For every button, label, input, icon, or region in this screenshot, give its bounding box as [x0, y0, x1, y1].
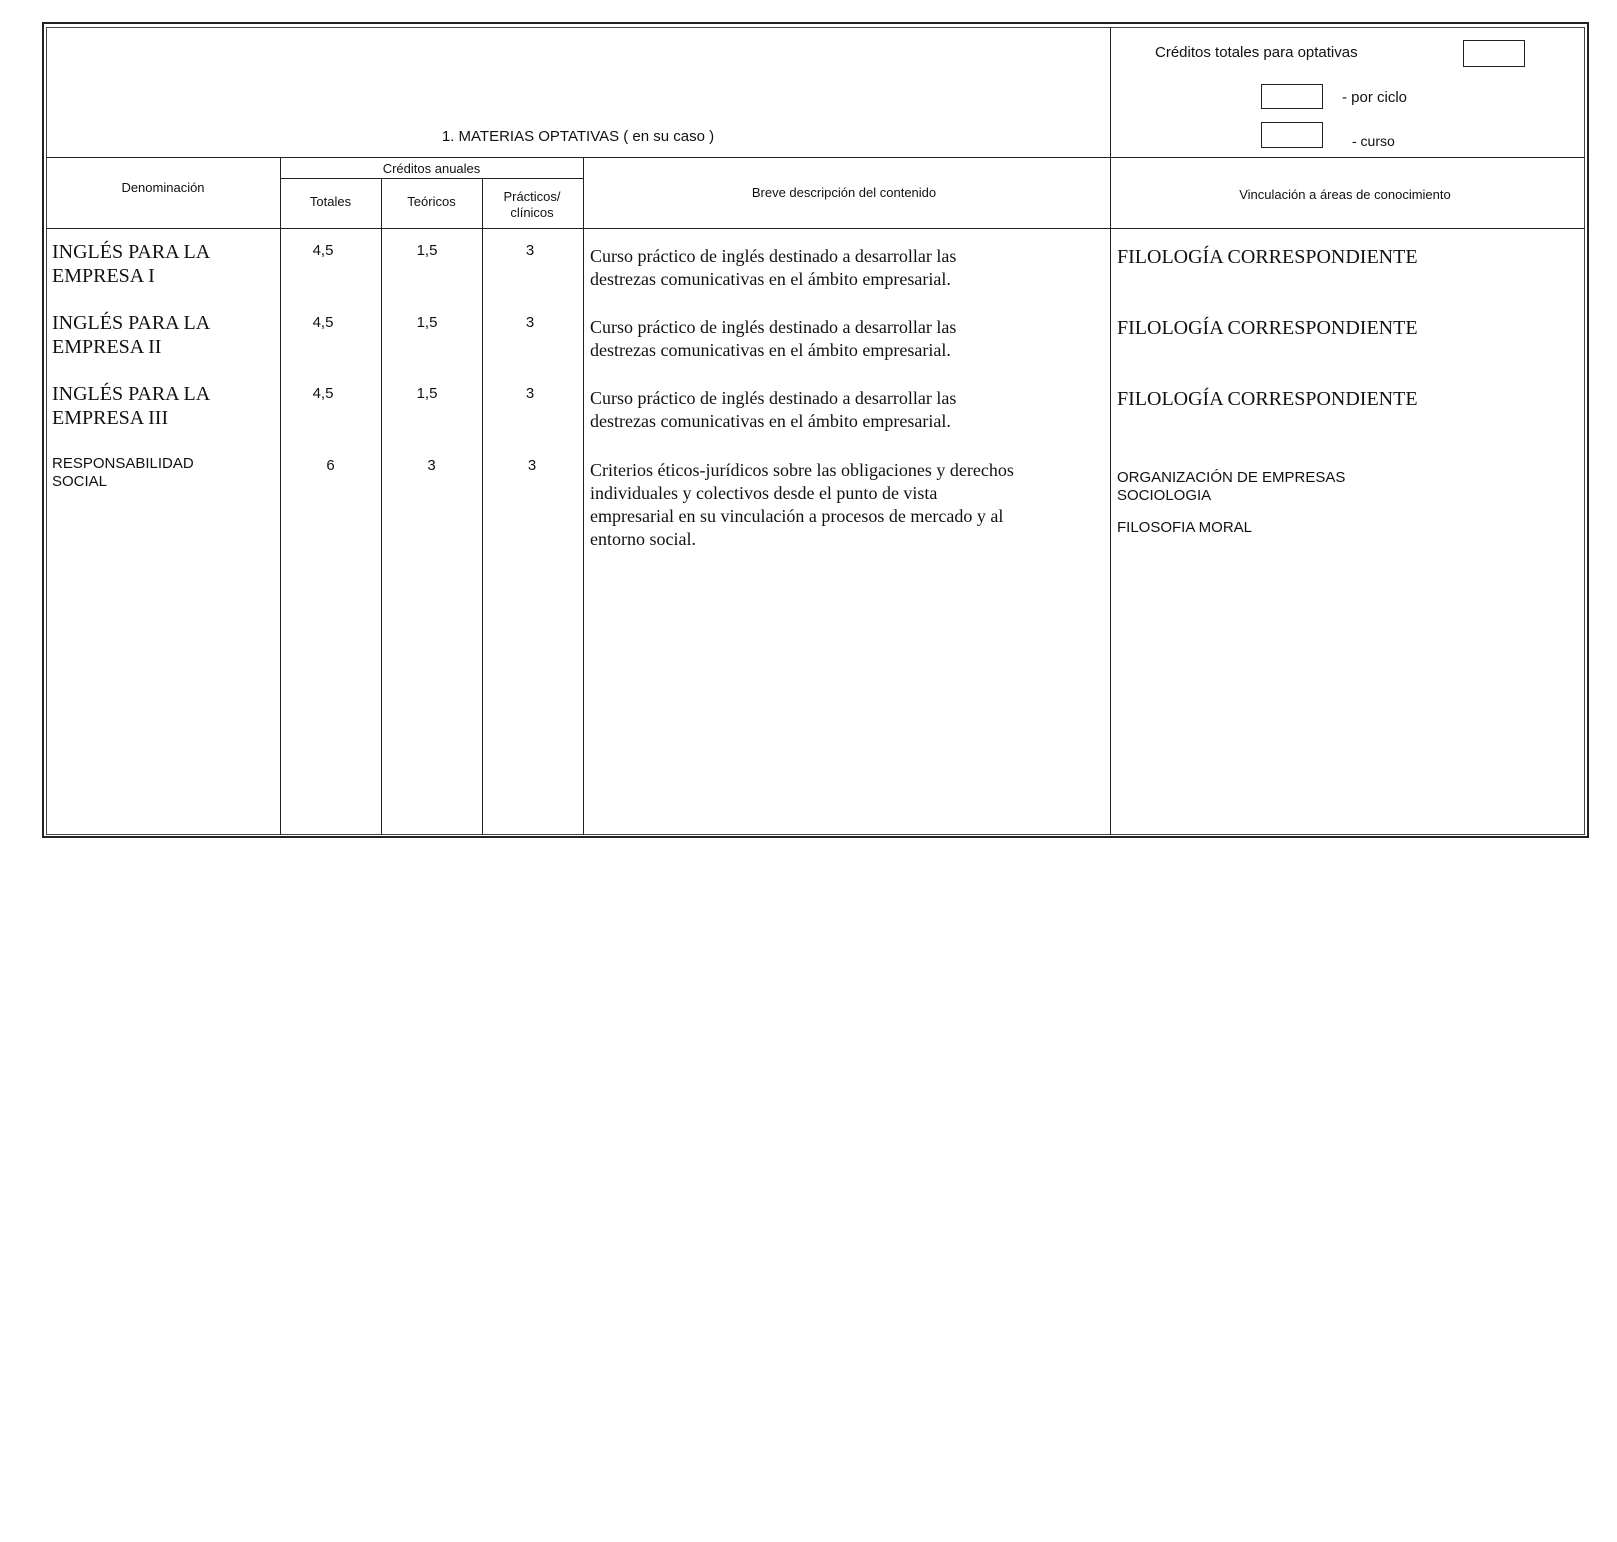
- divider-title: [46, 157, 1585, 158]
- row1-totales: 4,5: [312, 242, 334, 259]
- row3-denominacion: [52, 382, 210, 430]
- row4-desc-line3: empresarial en su vinculación a procesos de mercado y al: [590, 506, 1004, 526]
- row2-practicos: 3: [525, 314, 535, 331]
- row1-area: FILOLOGÍA CORRESPONDIENTE: [1117, 246, 1418, 268]
- row4-teoricos: 3: [427, 457, 436, 474]
- por-ciclo-label: - por ciclo: [1342, 89, 1408, 106]
- divider-creditos: [280, 178, 583, 179]
- row3-desc-line2: destrezas comunicativas en el ámbito empresarial.: [590, 411, 951, 431]
- row4-area-line1: ORGANIZACIÓN DE EMPRESAS: [1117, 469, 1346, 486]
- row2-name-line1: INGLÉS PARA LA: [52, 312, 211, 334]
- row4-denominacion: [52, 455, 194, 491]
- row1-desc-line2: destrezas comunicativas en el ámbito empresarial.: [590, 269, 951, 289]
- creditos-totales-label: Créditos totales para optativas: [1155, 44, 1358, 61]
- row4-area-line3: FILOSOFIA MORAL: [1117, 519, 1253, 536]
- curso-label: - curso: [1352, 133, 1395, 149]
- section-title: 1. MATERIAS OPTATIVAS ( en su caso ): [441, 128, 715, 145]
- divider-col-practicos: [482, 178, 483, 835]
- row3-desc-line1: Curso práctico de inglés destinado a desarrollar las: [590, 388, 957, 408]
- row3-descripcion: [590, 387, 956, 433]
- row1-denominacion: [52, 240, 210, 288]
- por-ciclo-field[interactable]: [1261, 84, 1323, 109]
- row2-area: FILOLOGÍA CORRESPONDIENTE: [1117, 317, 1418, 339]
- row4-totales: 6: [326, 457, 335, 474]
- row4-area-line2: SOCIOLOGIA: [1117, 487, 1212, 504]
- column-header-practicos: [482, 189, 582, 221]
- row3-totales: 4,5: [312, 385, 334, 402]
- row4-desc-line4: entorno social.: [590, 529, 696, 549]
- column-header-totales: Totales: [309, 194, 352, 209]
- row2-desc-line1: Curso práctico de inglés destinado a desarrollar las: [590, 317, 957, 337]
- row1-teoricos: 1,5: [416, 242, 438, 259]
- row4-desc-line2: individuales y colectivos desde el punto de vista: [590, 483, 938, 503]
- divider-col-vinculacion: [1110, 27, 1111, 835]
- row2-teoricos: 1,5: [416, 314, 438, 331]
- creditos-totales-field[interactable]: [1463, 40, 1525, 67]
- column-header-descripcion: Breve descripción del contenido: [751, 185, 937, 200]
- divider-header: [46, 228, 1585, 229]
- column-header-practicos-line1: Prácticos/: [503, 189, 561, 204]
- row2-descripcion: [590, 316, 956, 362]
- row3-name-line1: INGLÉS PARA LA: [52, 383, 211, 405]
- row3-teoricos: 1,5: [416, 385, 438, 402]
- divider-col-descripcion: [583, 157, 584, 835]
- row1-name-line1: INGLÉS PARA LA: [52, 241, 211, 263]
- row4-name-line1: RESPONSABILIDAD: [52, 455, 194, 472]
- row4-practicos: 3: [527, 457, 537, 474]
- row3-practicos: 3: [525, 385, 535, 402]
- column-header-denominacion: Denominación: [121, 180, 205, 195]
- row1-desc-line1: Curso práctico de inglés destinado a desarrollar las: [590, 246, 957, 266]
- column-header-teoricos: Teóricos: [407, 194, 456, 209]
- row2-totales: 4,5: [312, 314, 334, 331]
- row4-name-line2: SOCIAL: [52, 473, 108, 490]
- row3-name-line2: EMPRESA III: [52, 407, 169, 429]
- row4-descripcion: [590, 459, 1014, 551]
- row2-denominacion: [52, 311, 210, 359]
- row1-name-line2: EMPRESA I: [52, 265, 155, 287]
- divider-col-teoricos: [381, 178, 382, 835]
- row1-practicos: 3: [525, 242, 535, 259]
- row1-descripcion: [590, 245, 956, 291]
- row4-desc-line1: Criterios éticos-jurídicos sobre las obligaciones y derechos: [590, 460, 1014, 480]
- row4-area: [1117, 469, 1345, 537]
- curso-field[interactable]: [1261, 122, 1323, 148]
- column-header-vinculacion: Vinculación a áreas de conocimiento: [1239, 187, 1451, 202]
- column-header-creditos-anuales: Créditos anuales: [382, 161, 481, 176]
- row2-desc-line2: destrezas comunicativas en el ámbito empresarial.: [590, 340, 951, 360]
- column-header-practicos-line2: clínicos: [510, 205, 554, 220]
- row2-name-line2: EMPRESA II: [52, 336, 162, 358]
- row3-area: FILOLOGÍA CORRESPONDIENTE: [1117, 388, 1418, 410]
